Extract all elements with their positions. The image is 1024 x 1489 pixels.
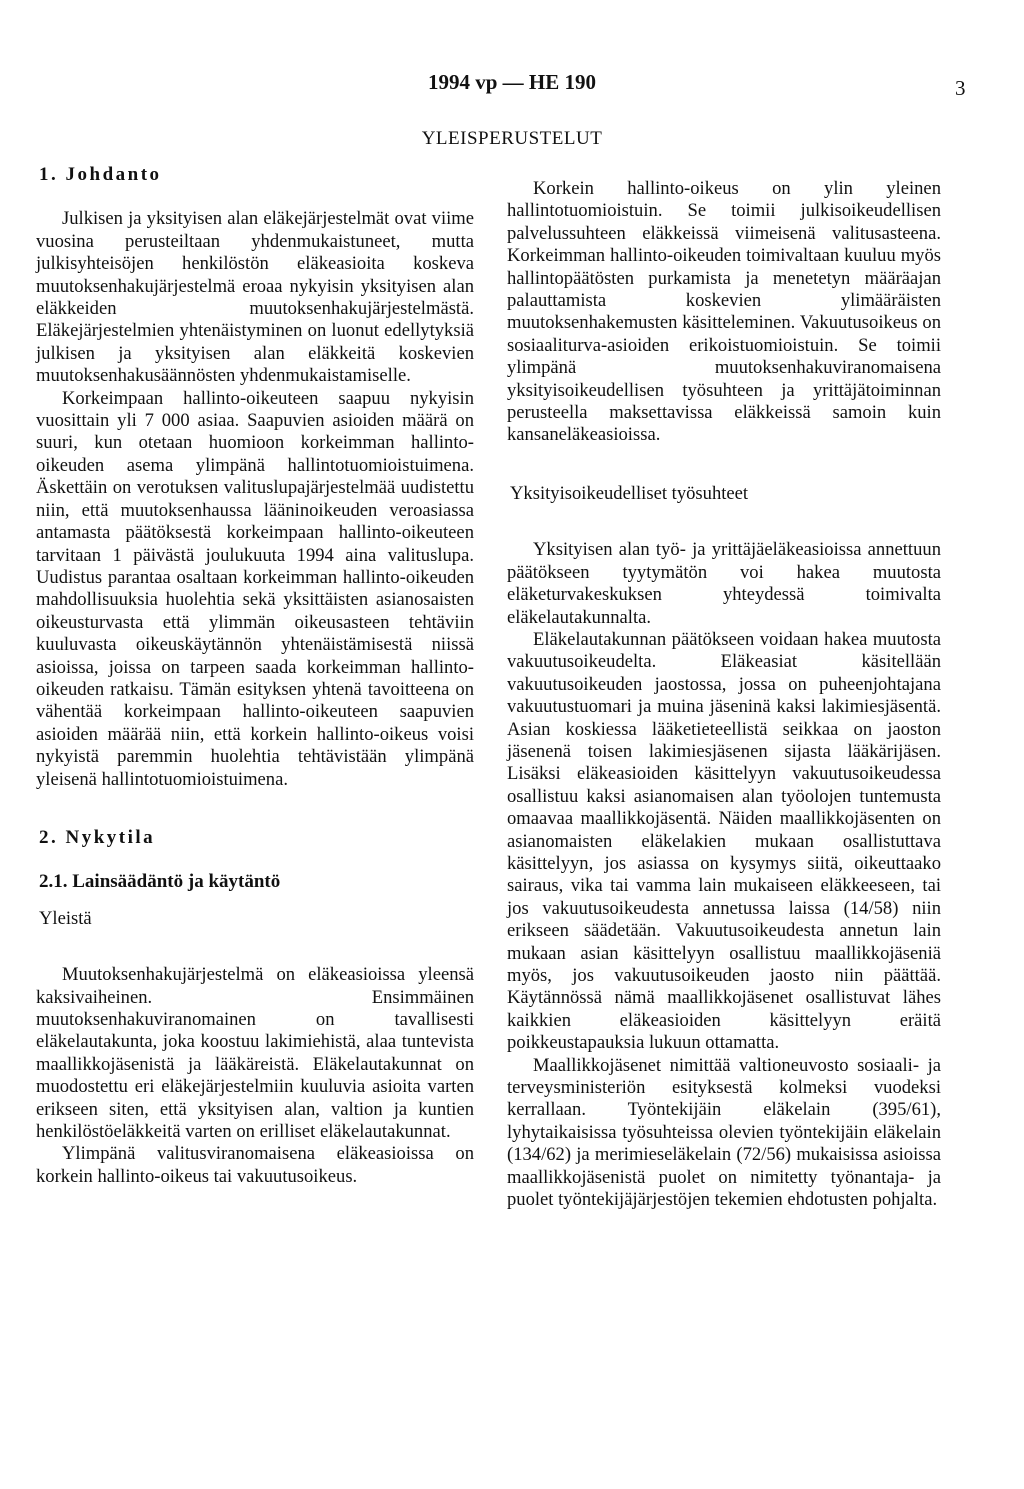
running-head: 1994 vp — HE 190 [427,70,597,94]
heading-yleista: Yleistä [39,907,92,929]
paragraph: Maallikkojäsenet nimittää valtioneuvosto sosiaali- ja terveysministeriön esityksestä kolmeksi vuodeksi kerrallaan. Työntekijäin eläkelain (395/61), lyhytaikaisissa työsuhteissa olevien työntekijäin eläkelain (134/62) ja merimieseläkelain (72/56) mukaisissa asioissa maallikkojäsenistä puolet on nimitetty työnantaja- ja puolet työntekijäjärjestöjen tekemien ehdotusten pohjalta. [507,1054,941,1211]
right-column [507,178,941,1211]
page-number: 3 [955,76,966,100]
paragraph: Julkisen ja yksityisen alan eläkejärjestelmät ovat viime vuosina perusteiltaan yhdenmukaistuneet, mutta julkisyhteisöjen henkilöstön eläkeasioita koskeva muutoksenhakujärjestelmä eroaa nykyisin yksityisen alan eläkkeiden muutoksenhakujärjestelmästä. Eläkejärjestelmien yhtenäistyminen on luonut edellytyksiä julkisen ja yksityisen alan eläkkeitä koskevien muutoksenhakusäännösten yhdenmukaistamiselle. [36,208,474,387]
paragraph: Yksityisen alan työ- ja yrittäjäeläkeasioissa annettuun päätökseen tyytymätön voi hakea muutosta eläketurvakeskuksen yhteydessä toimivalta eläkelautakunnalta. [507,539,941,628]
paragraph: Korkein hallinto-oikeus on ylin yleinen hallintotuomioistuin. Se toimii julkisoikeudellisen palvelussuhteen eläkkeissä viimeisenä valitusasteena. Korkeimman hallinto-oikeuden toimivaltaan kuuluu myös hallintopäätösten purkamista ja menetetyn määräajan palauttamista koskevien ylimääräisten muutoksenhakemusten käsitteleminen. Vakuutusoikeus on sosiaaliturva-asioiden erikoistuomioistuin. Se toimii ylimpänä muutoksenhakuviranomaisena yksityisoikeudellisen työsuhteen ja yrittäjätoiminnan perusteella maksettavissa eläkkeissä samoin kuin kansaneläkeasioissa. [507,178,941,446]
heading-johdanto: 1. Johdanto [39,164,162,185]
paragraph: Ylimpänä valitusviranomaisena eläkeasioissa on korkein hallinto-oikeus tai vakuutusoikeus. [36,1143,474,1187]
left-column [36,164,474,1188]
heading-2-1: 2.1. Lainsäädäntö ja käytäntö [39,871,281,893]
heading-nykytila: 2. Nykytila [39,826,156,848]
paragraph: Eläkelautakunnan päätökseen voidaan hakea muutosta vakuutusoikeudelta. Eläkeasiat käsitellään vakuutusoikeuden jaostossa, jossa on puheenjohtajana vakuutustuomari ja muina jäseninä kaksi lakimiesjäsentä. Asian koskiessa lääketieteellistä seikkaa on jaoston jäsenenä toisen lakimiesjäsenen sijasta lääkärijäsen. Lisäksi eläkeasioiden käsittelyyn vakuutusoikeudessa osallistuu kaksi asianomaisen alan työolojen tuntemusta omaavaa maallikkojäsentä. Näiden maallikkojäsenten on asianomaisten eläkelakien mukaan osallistuttava käsittelyyn, jos asiassa on kysymys siitä, oikeuttaako sairaus, vika tai vamma lain mukaiseen eläkkeeseen, tai jos vakuutusoikeudesta annetussa laissa (14/58) niin erikseen säädetään. Vakuutusoikeudesta annetun lain mukaan asian käsittelyyn osallistuu maallikkojäseniä myös, jos vakuutusoikeuden jaosto niin päättää. Käytännössä nämä maallikkojäsenet osallistuvat lähes kaikkien eläkeasioiden käsittelyyn eräitä poikkeustapauksia lukuun ottamatta. [507,628,941,1054]
paragraph: Korkeimpaan hallinto-oikeuteen saapuu nykyisin vuosittain yli 7 000 asiaa. Saapuvien asioiden määrä on suuri, kun otetaan huomioon korkeimman hallinto-oikeuden asema ylimpänä hallintotuomioistuimena. Äskettäin on verotuksen valituslupajärjestelmää uudistettu niin, että muutoksenhaussa lääninoikeuden veroasiassa antamasta päätöksestä korkeimpaan hallinto-oikeuteen tarvitaan 1 päivästä joulukuuta 1994 aina valituslupa. Uudistus parantaa osaltaan korkeimman hallinto-oikeuden mahdollisuuksia huolehtia sekä yksittäisten asianosaisten oikeusturvasta että ylimmän oikeusasteen tehtäviin kuuluvasta oikeuskäytännön yhtenäistämisestä niissä asioissa, joissa on tarpeen saada korkeimman hallinto-oikeuden ratkaisu. Tämän esityksen yhtenä tavoitteena on vähentää korkeimpaan hallinto-oikeuteen saapuvien asioiden määrää niin, että korkein hallinto-oikeus voisi nykyistä paremmin huolehtia tehtävistään ylimpänä yleisenä hallintotuomioistuimena. [36,387,474,790]
paragraph: Muutoksenhakujärjestelmä on eläkeasioissa yleensä kaksivaiheinen. Ensimmäinen muutoksenhakuviranomainen on tavallisesti eläkelautakunta, joka koostuu lakimiehistä, alaa tuntevista maallikkojäsenistä ja lääkäreistä. Eläkelautakunnat on muodostettu eri eläkejärjestelmiin kuuluvia asioita varten erikseen siten, että yksityisen alan, valtion ja kuntien henkilöstöeläkkeitä varten on erilliset eläkelautakunnat. [36,964,474,1143]
heading-yksityisoikeudelliset: Yksityisoikeudelliset työsuhteet [510,482,749,504]
section-title: YLEISPERUSTELUT [421,128,603,149]
